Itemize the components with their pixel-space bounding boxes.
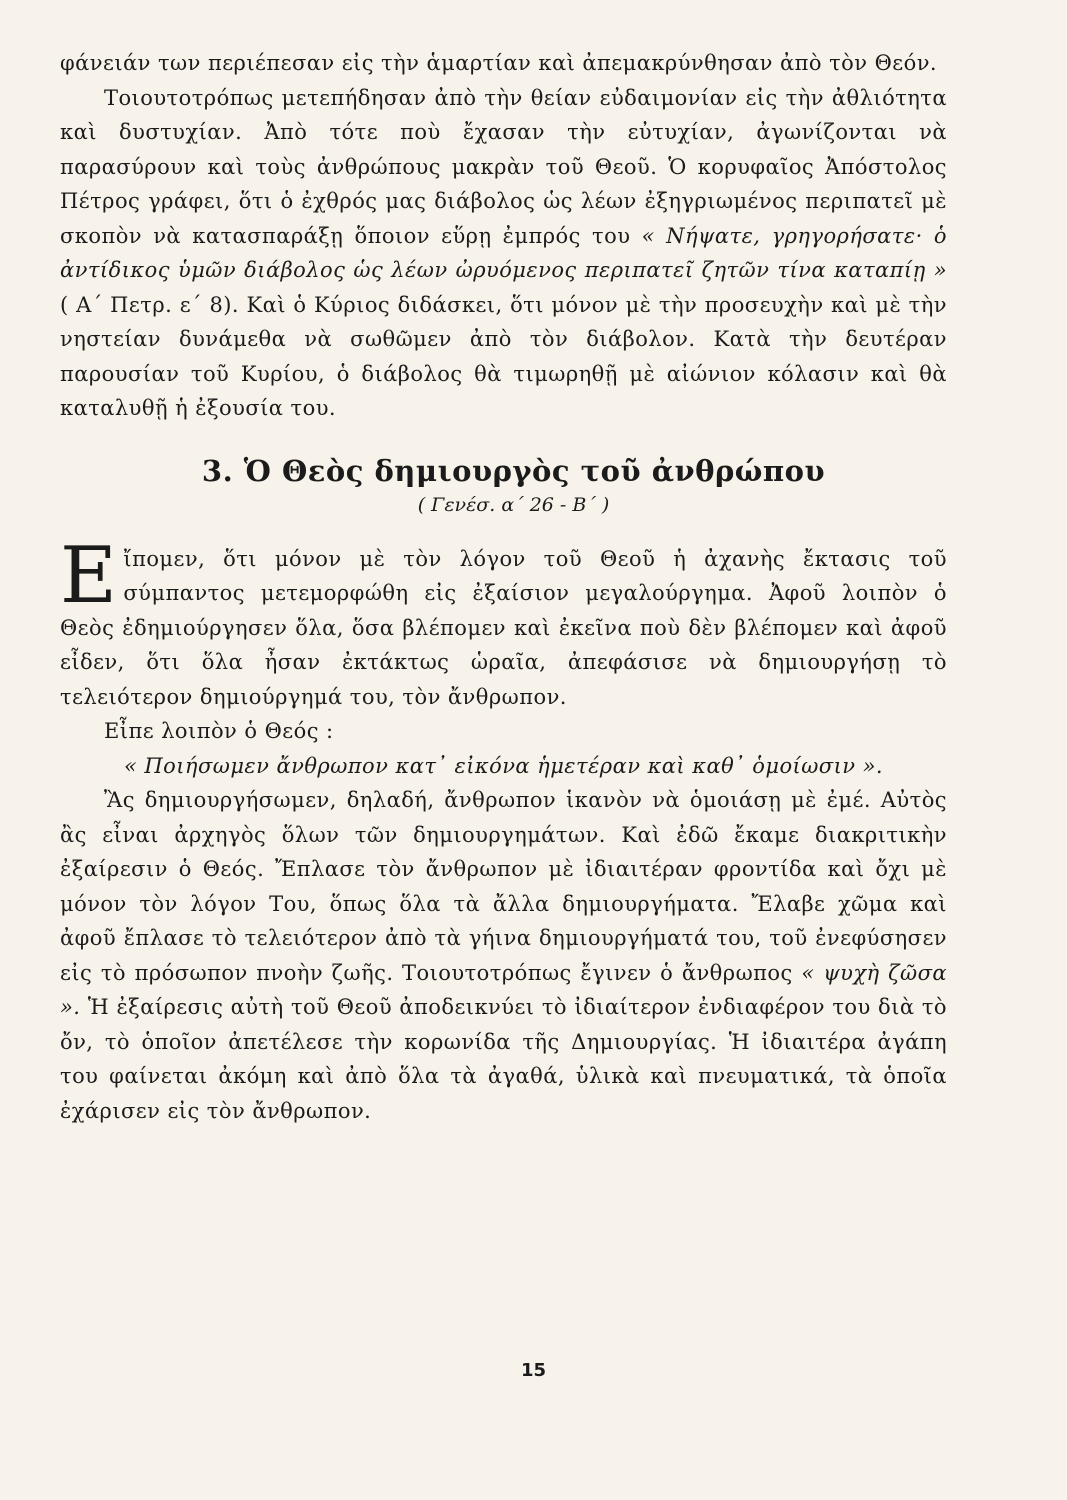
paragraph-top-2-text-b: ( Α΄ Πετρ. ε΄ 8). Καὶ ὁ Κύριος διδάσκει, ὅτι μόνον μὲ τὴν προσευχὴν καὶ μὲ τὴν νηστείαν δυνάμεθα νὰ σωθῶμεν ἀπὸ τὸν διάβολον. Κατὰ τὴν δευτέραν παρουσίαν τοῦ Κυρίου, ὁ διάβολος θὰ τιμωρηθῇ μὲ αἰώνιον κόλασιν καὶ θὰ καταλυθῇ ἡ ἐξουσία του. [60, 292, 947, 420]
drop-cap: Ε [60, 530, 118, 621]
peter-quote: « Νήψατε, γρηγορήσατε· ὁ ἀντίδικος ὑμῶν διάβολος ὡς λέων ὠρυόμενος περιπατεῖ ζητῶν τίνα καταπίῃ » [60, 223, 947, 282]
paragraph-body-3-text-a: Ἂς δημιουργήσωμεν, δηλαδή, ἄνθρωπον ἱκανὸν νὰ ὁμοιάσῃ μὲ ἐμέ. Αὐτὸς ἂς εἶναι ἀρχηγὸς ὅλων τῶν δημιουργημάτων. Καὶ ἐδῶ ἔκαμε διακριτικὴν ἐξαίρεσιν ὁ Θεός. Ἔπλασε τὸν ἄνθρωπον μὲ ἰδιαιτέραν φροντίδα καὶ ὄχι μὲ μόνον τὸν λόγον Του, ὅπως ὅλα τὰ ἄλλα δημιουργήματα. Ἔλαβε χῶμα καὶ ἀφοῦ ἔπλασε τὸ τελειότερον ἀπὸ τὰ γήινα δημιουργήματά του, τοῦ ἐνεφύσησεν εἰς τὸ πρόσωπον πνοὴν ζωῆς. Τοιουτοτρόπως ἔγινεν ὁ ἄνθρωπος [60, 788, 947, 985]
top-text [60, 46, 947, 426]
page-number: 15 [520, 1360, 547, 1381]
paragraph-body-1 [60, 530, 947, 715]
paragraph-body-2: Εἶπε λοιπὸν ὁ Θεός : [104, 719, 334, 743]
paragraph-top-1: φάνειάν των περιέπεσαν εἰς τὴν ἁμαρτίαν καὶ ἀπεμακρύνθησαν ἀπὸ τὸν Θεόν. [60, 51, 938, 75]
paragraph-body-1-text: ἴπομεν, ὅτι μόνον μὲ τὸν λόγον τοῦ Θεοῦ ἡ ἀχανὴς ἔκτασις τοῦ σύμπαντος μετεμορφώθη εἰς ἐξαίσιον μεγαλούργημα. Ἀφοῦ λοιπὸν ὁ Θεὸς ἐδημιούργησεν ὅλα, ὅσα βλέπομεν καὶ ἐκεῖνα ποὺ δὲν βλέπομεν καὶ ἀφοῦ εἶδεν, ὅτι ὅλα ἦσαν ἐκτάκτως ὡραῖα, ἀπεφάσισε νὰ δημιουργήσῃ τὸ τελειότερον δημιούργημά του, τὸν ἄνθρωπον. [60, 546, 947, 709]
paragraph-top-2 [60, 81, 947, 426]
living-soul-quote: « ψυχὴ ζῶσα ». [60, 960, 947, 1019]
section-reference: ( Γενέσ. α΄ 26 - Β΄ ) [417, 493, 610, 516]
section-heading: 3. Ὁ Θεὸς δημιουργὸς τοῦ ἀνθρώπου [201, 453, 826, 488]
paragraph-body-3-text-b: Ἡ ἐξαίρεσις αὐτὴ τοῦ Θεοῦ ἀποδεικνύει τὸ ἰδιαίτερον ἐνδιαφέρον του διὰ τὸ ὄν, τὸ ὁποῖον ἀπετέλεσε τὴν κορωνίδα τῆς Δημιουργίας. Ἡ ἰδιαιτέρα ἀγάπη του φαίνεται ἀκόμη καὶ ἀπὸ ὅλα τὰ ἀγαθά, ὑλικὰ καὶ πνευματικά, τὰ ὁποῖα ἐχάρισεν εἰς τὸν ἄνθρωπον. [60, 995, 947, 1123]
paragraph-top-2-text-a: Τοιουτοτρόπως μετεπήδησαν ἀπὸ τὴν θείαν εὐδαιμονίαν εἰς τὴν ἀθλιότητα καὶ δυστυχίαν. Ἀπὸ τότε ποὺ ἔχασαν τὴν εὐτυχίαν, ἀγωνίζονται νὰ παρασύρουν καὶ τοὺς ἀνθρώπους μακρὰν τοῦ Θεοῦ. Ὁ κορυφαῖος Ἀπόστολος Πέτρος γράφει, ὅτι ὁ ἐχθρός μας διάβολος ὡς λέων ἐξηγριωμένος περιπατεῖ μὲ σκοπὸν νὰ κατασπαράξῃ ὅποιον εὕρῃ ἐμπρός του [60, 85, 947, 248]
body-text [60, 530, 947, 1129]
paragraph-body-3 [60, 783, 947, 1128]
genesis-quote: « Ποιήσωμεν ἄνθρωπον κατ᾿ εἰκόνα ἡμετέραν καὶ καθ᾿ ὁμοίωσιν ». [123, 753, 884, 778]
